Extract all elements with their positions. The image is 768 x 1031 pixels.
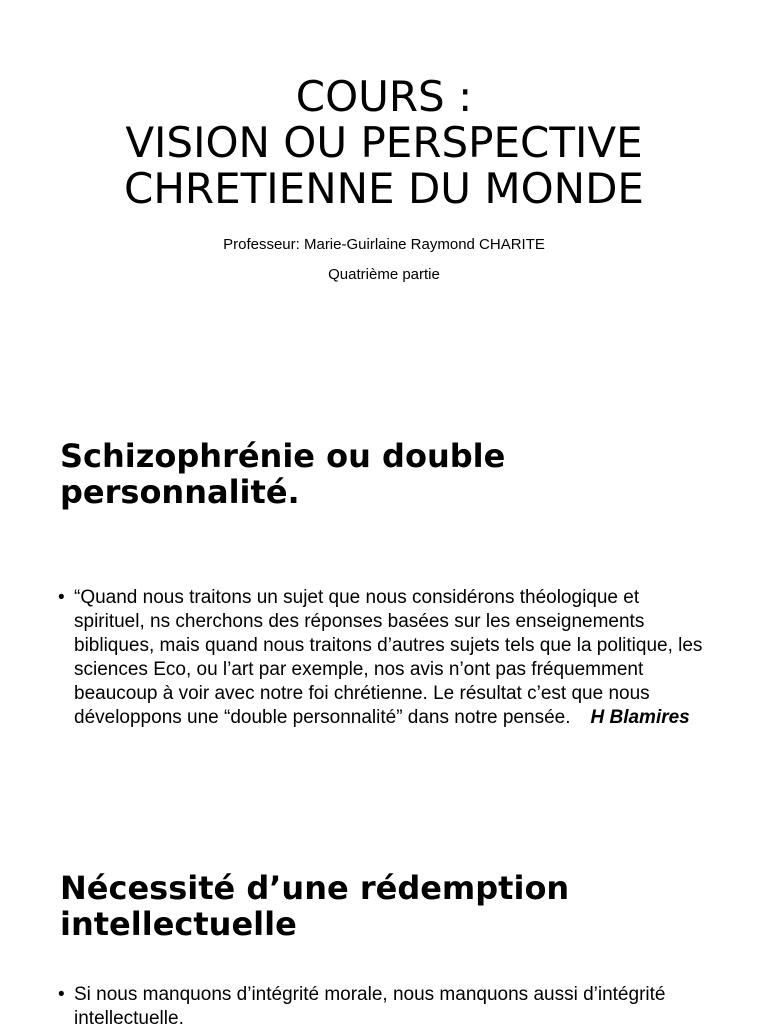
slide-subtitle xyxy=(0,230,768,290)
bullet-item xyxy=(58,586,708,730)
slide-heading xyxy=(60,870,740,942)
content-slide-redemption xyxy=(0,820,768,1029)
heading-line-2: intellectuelle xyxy=(60,905,297,943)
part-line: Quatrième partie xyxy=(328,266,440,283)
heading-line-1: Nécessité d’une rédemption xyxy=(60,869,570,907)
bullet-text: “Quand nous traitons un sujet que nous considérons théologique et spirituel, ns cherchons des réponses basées sur les enseignements bibliques, mais quand nous traitons d’autres sujets tels que la politique, les sciences Eco, ou l’art par exemple, nos avis n’ont pas fréquemment beaucoup à voir avec notre foi chrétienne. Le résultat c’est que nous développons une “double personnalité” dans notre pensée. xyxy=(74,587,703,728)
content-slide-schizophrenie xyxy=(0,300,768,820)
slide-heading xyxy=(60,438,740,510)
quote-attribution: H Blamires xyxy=(590,707,690,728)
title-line-2: VISION OU PERSPECTIVE xyxy=(125,118,643,167)
title-line-1: COURS : xyxy=(295,72,473,121)
bullet-dot-icon: • xyxy=(58,984,65,1005)
heading-line-2: personnalité. xyxy=(60,473,300,511)
bullet-dot-icon: • xyxy=(58,587,65,608)
bullet-list xyxy=(58,586,708,730)
title-slide xyxy=(0,0,768,300)
professor-line: Professeur: Marie-Guirlaine Raymond CHARITE xyxy=(223,236,545,253)
bullet-text: Si nous manquons d’intégrité morale, nous manquons aussi d’intégrité intellectuelle. xyxy=(74,984,666,1029)
slide-title xyxy=(0,74,768,212)
title-line-3: CHRETIENNE DU MONDE xyxy=(124,164,644,213)
heading-line-1: Schizophrénie ou double xyxy=(60,437,506,475)
